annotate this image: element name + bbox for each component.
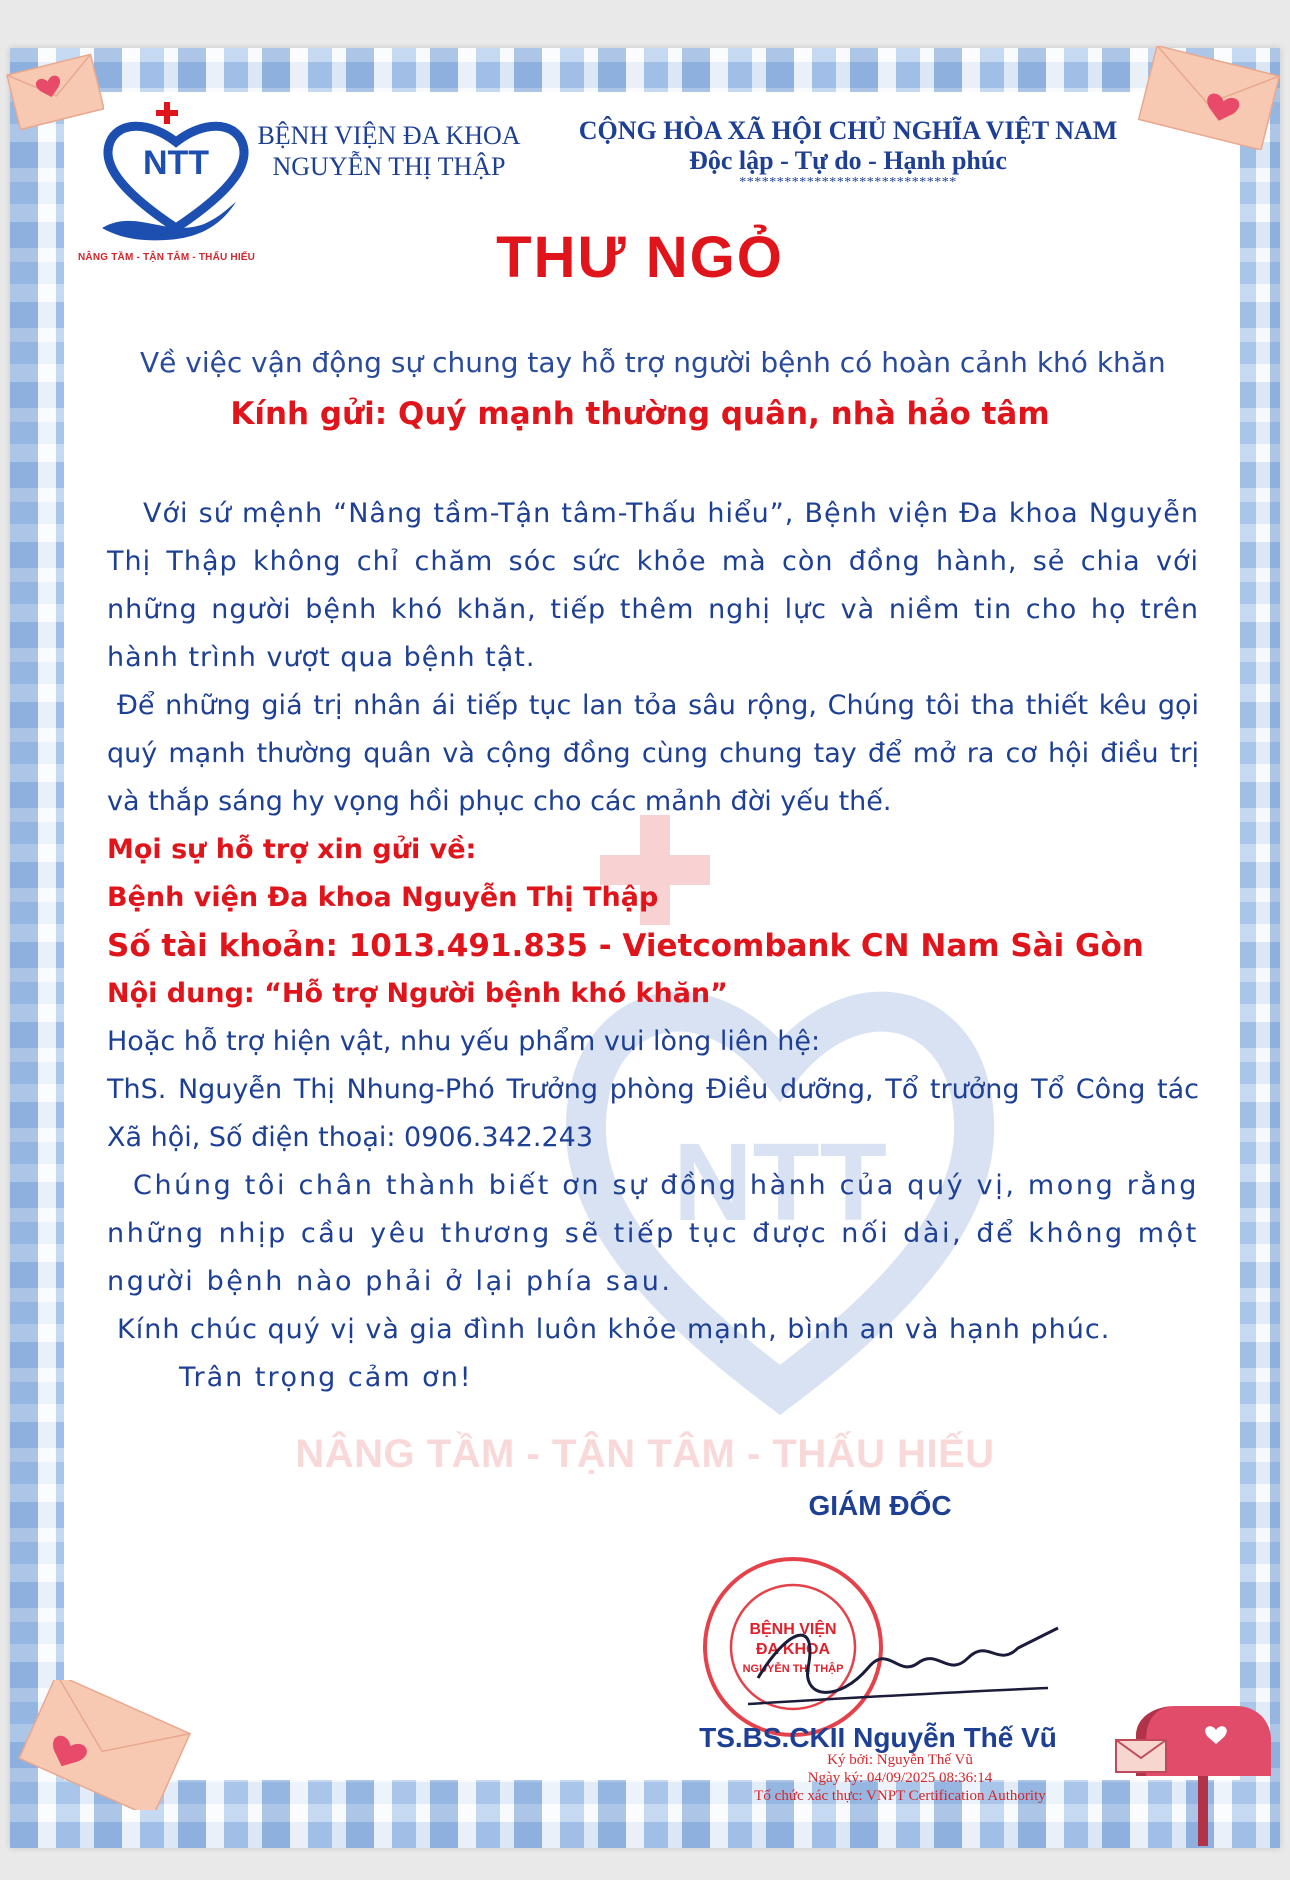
hospital-name-line1: BỆNH VIỆN ĐA KHOA bbox=[257, 121, 521, 150]
wishes: Kính chúc quý vị và gia đình luôn khỏe mạnh, bình an và hạnh phúc. bbox=[117, 1314, 1111, 1345]
digital-signed-by: Ký bởi: Nguyễn Thế Vũ bbox=[827, 1752, 973, 1768]
paragraph-appeal: Để những giá trị nhân ái tiếp tục lan tỏa sâu rộng, Chúng tôi tha thiết kêu gọi quý mạnh thường quân và cộng đồng cùng chung tay để mở ra cơ hội điều trị và thắp sáng hy vọng hồi phục cho các mảnh đời yếu thế. bbox=[107, 690, 1199, 817]
bank-account: Số tài khoản: 1013.491.835 - Vietcombank CN Nam Sài Gòn bbox=[107, 928, 1144, 964]
letter-subject: Về việc vận động sự chung tay hỗ trợ người bệnh có hoàn cảnh khó khăn bbox=[140, 346, 1166, 379]
hospital-name bbox=[244, 120, 534, 182]
contact-person: ThS. Nguyễn Thị Nhung-Phó Trưởng phòng Điều dưỡng, Tổ trưởng Tổ Công tác Xã hội, Số điện thoại: 0906.342.243 bbox=[107, 1074, 1199, 1153]
watermark-slogan: NÂNG TẦM - TẬN TÂM - THẤU HIẾU bbox=[295, 1432, 995, 1476]
support-heading: Mọi sự hỗ trợ xin gửi về: bbox=[107, 834, 477, 865]
envelope-heart-icon bbox=[6, 50, 104, 130]
mailbox-icon bbox=[1106, 1696, 1276, 1846]
svg-text:ĐA KHOA: ĐA KHOA bbox=[755, 1641, 831, 1658]
signer-name: TS.BS.CKII Nguyễn Thế Vũ bbox=[699, 1722, 1057, 1753]
svg-text:NTT: NTT bbox=[673, 1121, 887, 1244]
letter-greeting: Kính gửi: Quý mạnh thường quân, nhà hảo tâm bbox=[230, 396, 1050, 432]
hospital-name-line2: NGUYỄN THỊ THẬP bbox=[272, 152, 506, 181]
transfer-content: Nội dung: “Hỗ trợ Người bệnh khó khăn” bbox=[107, 978, 728, 1009]
nation-motto: Độc lập - Tự do - Hạnh phúc bbox=[689, 146, 1007, 175]
digital-signed-date: Ngày ký: 04/09/2025 08:36:14 bbox=[807, 1770, 993, 1786]
nation-name: CỘNG HÒA XÃ HỘI CHỦ NGHĨA VIỆT NAM bbox=[578, 116, 1118, 145]
envelope-heart-icon bbox=[1136, 46, 1284, 150]
closing: Trân trọng cảm ơn! bbox=[179, 1362, 473, 1393]
paragraph-mission: Với sứ mệnh “Nâng tầm-Tận tâm-Thấu hiểu”, Bệnh viện Đa khoa Nguyễn Thị Thập không chỉ chăm sóc sức khỏe mà còn đồng hành, sẻ chia với những người bệnh khó khăn, tiếp thêm nghị lực và niềm tin cho họ trên hành trình vượt qua bệnh tật. bbox=[107, 498, 1199, 673]
letter-title: THƯ NGỎ bbox=[496, 225, 784, 290]
national-motto bbox=[568, 116, 1128, 190]
inkind-support: Hoặc hỗ trợ hiện vật, nhu yếu phẩm vui lòng liên hệ: bbox=[107, 1026, 821, 1057]
logo-slogan: NÂNG TẦM - TẬN TÂM - THẤU HIẾU bbox=[78, 252, 256, 263]
paragraph-thanks: Chúng tôi chân thành biết ơn sự đồng hành của quý vị, mong rằng những nhịp cầu yêu thương sẽ tiếp tục được nối dài, để không một người bệnh nào phải ở lại phía sau. bbox=[107, 1170, 1199, 1297]
support-recipient: Bệnh viện Đa khoa Nguyễn Thị Thập bbox=[107, 882, 659, 913]
hospital-logo bbox=[96, 98, 256, 248]
svg-text:NTT: NTT bbox=[142, 144, 210, 182]
motto-divider: ***************************** bbox=[739, 175, 957, 190]
handwritten-signature bbox=[748, 1608, 1068, 1718]
digital-authority: Tổ chức xác thực: VNPT Certification Authority bbox=[754, 1788, 1046, 1804]
letter-body bbox=[107, 490, 1199, 1402]
envelope-heart-icon bbox=[10, 1680, 200, 1810]
svg-text:NGUYỄN THỊ THẬP: NGUYỄN THỊ THẬP bbox=[742, 1663, 844, 1675]
svg-text:BỆNH VIỆN: BỆNH VIỆN bbox=[749, 1621, 837, 1638]
signer-role: GIÁM ĐỐC bbox=[808, 1490, 952, 1521]
